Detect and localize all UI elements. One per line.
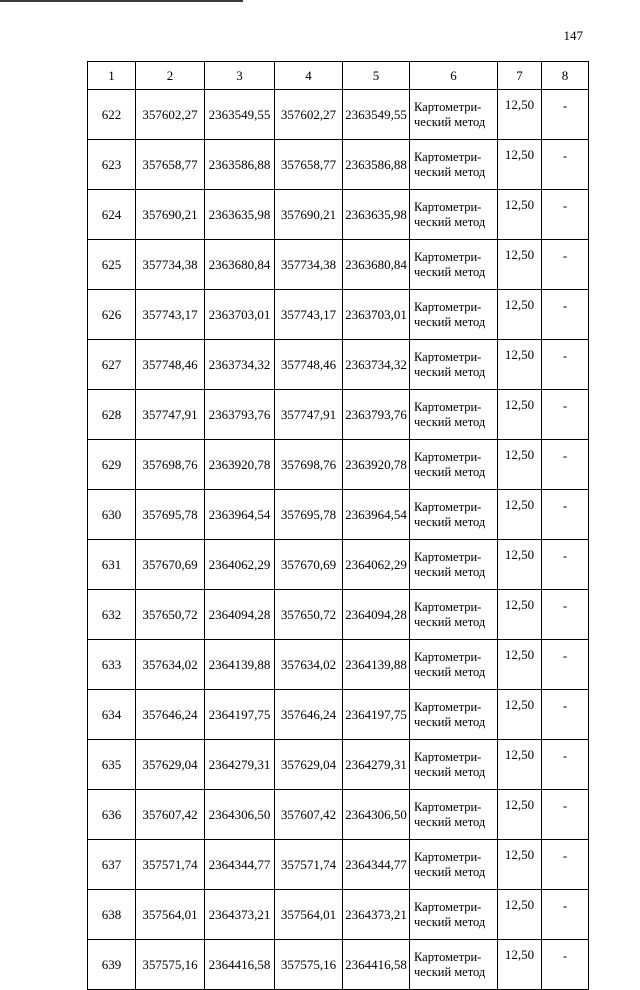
x-coordinate-cell: 357734,38 [275, 240, 343, 290]
table-body [88, 62, 589, 990]
accuracy-cell: 12,50 [498, 590, 542, 640]
column-header: 3 [205, 62, 275, 90]
column-header: 1 [88, 62, 136, 90]
top-rule [0, 0, 243, 2]
y-coordinate-cell: 2364306,50 [343, 790, 410, 840]
x-coordinate-cell: 357571,74 [136, 840, 205, 890]
note-cell: - [542, 340, 589, 390]
method-line-2: ческий метод [414, 864, 486, 879]
y-coordinate-cell: 2364279,31 [343, 740, 410, 790]
accuracy-cell: 12,50 [498, 490, 542, 540]
x-coordinate-cell: 357646,24 [275, 690, 343, 740]
x-coordinate-cell: 357646,24 [136, 690, 205, 740]
accuracy-cell: 12,50 [498, 640, 542, 690]
point-number-cell: 628 [88, 390, 136, 440]
point-number-cell: 626 [88, 290, 136, 340]
y-coordinate-cell: 2364062,29 [343, 540, 410, 590]
table-row [88, 840, 589, 890]
method-line-1: Картометри- [414, 749, 482, 764]
note-cell: - [542, 540, 589, 590]
accuracy-cell: 12,50 [498, 290, 542, 340]
table-row [88, 490, 589, 540]
x-coordinate-cell: 357690,21 [136, 190, 205, 240]
method-cell [410, 440, 498, 490]
table-row [88, 640, 589, 690]
note-cell: - [542, 140, 589, 190]
method-line-2: ческий метод [414, 514, 486, 529]
method-cell [410, 140, 498, 190]
table-row [88, 690, 589, 740]
x-coordinate-cell: 357575,16 [275, 940, 343, 990]
method-line-2: ческий метод [414, 164, 486, 179]
table-row [88, 140, 589, 190]
y-coordinate-cell: 2363680,84 [343, 240, 410, 290]
note-cell: - [542, 790, 589, 840]
coordinates-table [87, 61, 589, 990]
method-cell [410, 590, 498, 640]
x-coordinate-cell: 357743,17 [136, 290, 205, 340]
x-coordinate-cell: 357748,46 [275, 340, 343, 390]
accuracy-cell: 12,50 [498, 140, 542, 190]
y-coordinate-cell: 2363734,32 [343, 340, 410, 390]
note-cell: - [542, 590, 589, 640]
y-coordinate-cell: 2363680,84 [205, 240, 275, 290]
x-coordinate-cell: 357747,91 [275, 390, 343, 440]
y-coordinate-cell: 2363920,78 [343, 440, 410, 490]
method-line-1: Картометри- [414, 599, 482, 614]
method-cell [410, 940, 498, 990]
note-cell: - [542, 640, 589, 690]
table-row [88, 740, 589, 790]
accuracy-cell: 12,50 [498, 890, 542, 940]
column-header: 8 [542, 62, 589, 90]
x-coordinate-cell: 357629,04 [136, 740, 205, 790]
y-coordinate-cell: 2363734,32 [205, 340, 275, 390]
method-line-2: ческий метод [414, 564, 486, 579]
x-coordinate-cell: 357690,21 [275, 190, 343, 240]
point-number-cell: 637 [88, 840, 136, 890]
point-number-cell: 627 [88, 340, 136, 390]
column-header: 5 [343, 62, 410, 90]
x-coordinate-cell: 357698,76 [136, 440, 205, 490]
y-coordinate-cell: 2363549,55 [343, 90, 410, 140]
x-coordinate-cell: 357607,42 [275, 790, 343, 840]
method-line-2: ческий метод [414, 364, 486, 379]
method-line-2: ческий метод [414, 114, 486, 129]
method-cell [410, 90, 498, 140]
y-coordinate-cell: 2363635,98 [343, 190, 410, 240]
table-row [88, 90, 589, 140]
method-line-2: ческий метод [414, 964, 486, 979]
method-line-2: ческий метод [414, 814, 486, 829]
x-coordinate-cell: 357634,02 [275, 640, 343, 690]
column-header: 4 [275, 62, 343, 90]
method-line-1: Картометри- [414, 449, 482, 464]
column-header: 2 [136, 62, 205, 90]
y-coordinate-cell: 2364094,28 [343, 590, 410, 640]
method-line-1: Картометри- [414, 399, 482, 414]
y-coordinate-cell: 2364344,77 [205, 840, 275, 890]
y-coordinate-cell: 2363703,01 [205, 290, 275, 340]
x-coordinate-cell: 357670,69 [275, 540, 343, 590]
method-line-2: ческий метод [414, 314, 486, 329]
table-row [88, 340, 589, 390]
x-coordinate-cell: 357695,78 [275, 490, 343, 540]
point-number-cell: 622 [88, 90, 136, 140]
table-row [88, 440, 589, 490]
method-line-1: Картометри- [414, 699, 482, 714]
y-coordinate-cell: 2363549,55 [205, 90, 275, 140]
method-line-1: Картометри- [414, 849, 482, 864]
accuracy-cell: 12,50 [498, 240, 542, 290]
method-line-2: ческий метод [414, 914, 486, 929]
point-number-cell: 623 [88, 140, 136, 190]
table-header-row [88, 62, 589, 90]
point-number-cell: 632 [88, 590, 136, 640]
point-number-cell: 631 [88, 540, 136, 590]
method-cell [410, 540, 498, 590]
note-cell: - [542, 740, 589, 790]
x-coordinate-cell: 357748,46 [136, 340, 205, 390]
point-number-cell: 625 [88, 240, 136, 290]
y-coordinate-cell: 2364139,88 [343, 640, 410, 690]
method-cell [410, 840, 498, 890]
method-cell [410, 890, 498, 940]
note-cell: - [542, 290, 589, 340]
method-cell [410, 190, 498, 240]
table-row [88, 940, 589, 990]
accuracy-cell: 12,50 [498, 840, 542, 890]
accuracy-cell: 12,50 [498, 690, 542, 740]
note-cell: - [542, 890, 589, 940]
method-line-2: ческий метод [414, 464, 486, 479]
accuracy-cell: 12,50 [498, 790, 542, 840]
accuracy-cell: 12,50 [498, 340, 542, 390]
column-header: 6 [410, 62, 498, 90]
note-cell: - [542, 90, 589, 140]
method-line-1: Картометри- [414, 949, 482, 964]
x-coordinate-cell: 357650,72 [136, 590, 205, 640]
y-coordinate-cell: 2363586,88 [343, 140, 410, 190]
point-number-cell: 639 [88, 940, 136, 990]
x-coordinate-cell: 357698,76 [275, 440, 343, 490]
y-coordinate-cell: 2364373,21 [205, 890, 275, 940]
point-number-cell: 630 [88, 490, 136, 540]
x-coordinate-cell: 357658,77 [275, 140, 343, 190]
y-coordinate-cell: 2364197,75 [205, 690, 275, 740]
method-line-1: Картометри- [414, 199, 482, 214]
method-cell [410, 690, 498, 740]
note-cell: - [542, 490, 589, 540]
method-line-2: ческий метод [414, 764, 486, 779]
x-coordinate-cell: 357564,01 [275, 890, 343, 940]
note-cell: - [542, 690, 589, 740]
y-coordinate-cell: 2364094,28 [205, 590, 275, 640]
page-number: 147 [563, 28, 583, 43]
table-row [88, 240, 589, 290]
method-line-2: ческий метод [414, 614, 486, 629]
x-coordinate-cell: 357747,91 [136, 390, 205, 440]
y-coordinate-cell: 2363793,76 [205, 390, 275, 440]
y-coordinate-cell: 2364197,75 [343, 690, 410, 740]
y-coordinate-cell: 2364373,21 [343, 890, 410, 940]
point-number-cell: 624 [88, 190, 136, 240]
table-row [88, 290, 589, 340]
x-coordinate-cell: 357743,17 [275, 290, 343, 340]
y-coordinate-cell: 2364062,29 [205, 540, 275, 590]
x-coordinate-cell: 357602,27 [136, 90, 205, 140]
y-coordinate-cell: 2364279,31 [205, 740, 275, 790]
x-coordinate-cell: 357650,72 [275, 590, 343, 640]
note-cell: - [542, 390, 589, 440]
table-row [88, 590, 589, 640]
method-cell [410, 640, 498, 690]
point-number-cell: 635 [88, 740, 136, 790]
y-coordinate-cell: 2363793,76 [343, 390, 410, 440]
y-coordinate-cell: 2364416,58 [343, 940, 410, 990]
method-line-1: Картометри- [414, 349, 482, 364]
method-cell [410, 290, 498, 340]
point-number-cell: 636 [88, 790, 136, 840]
method-line-1: Картометри- [414, 649, 482, 664]
note-cell: - [542, 190, 589, 240]
table-row [88, 790, 589, 840]
x-coordinate-cell: 357670,69 [136, 540, 205, 590]
x-coordinate-cell: 357695,78 [136, 490, 205, 540]
x-coordinate-cell: 357634,02 [136, 640, 205, 690]
method-line-2: ческий метод [414, 664, 486, 679]
accuracy-cell: 12,50 [498, 190, 542, 240]
accuracy-cell: 12,50 [498, 740, 542, 790]
x-coordinate-cell: 357575,16 [136, 940, 205, 990]
accuracy-cell: 12,50 [498, 440, 542, 490]
y-coordinate-cell: 2363586,88 [205, 140, 275, 190]
method-line-2: ческий метод [414, 264, 486, 279]
note-cell: - [542, 240, 589, 290]
x-coordinate-cell: 357602,27 [275, 90, 343, 140]
method-cell [410, 390, 498, 440]
accuracy-cell: 12,50 [498, 390, 542, 440]
method-line-1: Картометри- [414, 499, 482, 514]
y-coordinate-cell: 2364416,58 [205, 940, 275, 990]
x-coordinate-cell: 357571,74 [275, 840, 343, 890]
y-coordinate-cell: 2363964,54 [205, 490, 275, 540]
note-cell: - [542, 940, 589, 990]
method-line-2: ческий метод [414, 414, 486, 429]
method-line-2: ческий метод [414, 214, 486, 229]
method-line-1: Картометри- [414, 899, 482, 914]
method-line-1: Картометри- [414, 149, 482, 164]
x-coordinate-cell: 357734,38 [136, 240, 205, 290]
method-line-1: Картометри- [414, 799, 482, 814]
column-header: 7 [498, 62, 542, 90]
point-number-cell: 638 [88, 890, 136, 940]
accuracy-cell: 12,50 [498, 940, 542, 990]
y-coordinate-cell: 2363635,98 [205, 190, 275, 240]
method-line-1: Картометри- [414, 299, 482, 314]
note-cell: - [542, 440, 589, 490]
method-line-1: Картометри- [414, 549, 482, 564]
y-coordinate-cell: 2364139,88 [205, 640, 275, 690]
y-coordinate-cell: 2363920,78 [205, 440, 275, 490]
x-coordinate-cell: 357564,01 [136, 890, 205, 940]
method-cell [410, 790, 498, 840]
table-row [88, 540, 589, 590]
x-coordinate-cell: 357658,77 [136, 140, 205, 190]
method-line-1: Картометри- [414, 249, 482, 264]
method-cell [410, 240, 498, 290]
y-coordinate-cell: 2364344,77 [343, 840, 410, 890]
point-number-cell: 633 [88, 640, 136, 690]
x-coordinate-cell: 357607,42 [136, 790, 205, 840]
y-coordinate-cell: 2364306,50 [205, 790, 275, 840]
table-row [88, 890, 589, 940]
method-line-2: ческий метод [414, 714, 486, 729]
accuracy-cell: 12,50 [498, 540, 542, 590]
table-row [88, 390, 589, 440]
x-coordinate-cell: 357629,04 [275, 740, 343, 790]
method-cell [410, 490, 498, 540]
point-number-cell: 629 [88, 440, 136, 490]
accuracy-cell: 12,50 [498, 90, 542, 140]
table-row [88, 190, 589, 240]
method-cell [410, 340, 498, 390]
point-number-cell: 634 [88, 690, 136, 740]
method-cell [410, 740, 498, 790]
note-cell: - [542, 840, 589, 890]
y-coordinate-cell: 2363964,54 [343, 490, 410, 540]
method-line-1: Картометри- [414, 99, 482, 114]
y-coordinate-cell: 2363703,01 [343, 290, 410, 340]
